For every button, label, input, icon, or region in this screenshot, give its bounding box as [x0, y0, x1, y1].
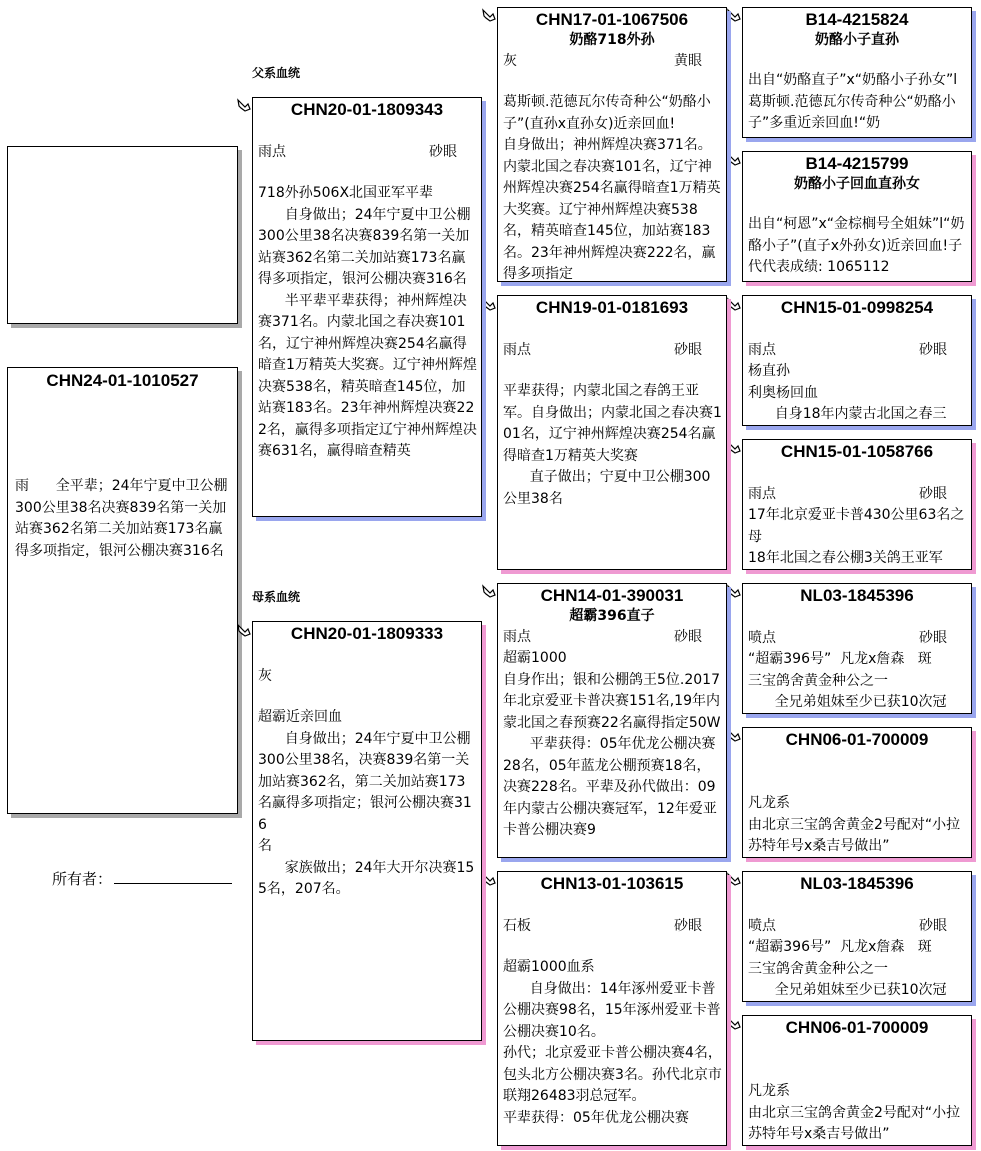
sds-color: 雨点: [748, 342, 776, 358]
ss-name: 奶酪718外孙: [569, 32, 655, 48]
subject-notes: [8, 476, 237, 562]
ssd-name: 奶酪小子回血直孙女: [794, 176, 920, 192]
ds-traits: [498, 626, 726, 648]
sire-eye: 砂眼: [429, 144, 457, 160]
dss-traits: [743, 627, 971, 649]
pointer-icon: [726, 1015, 742, 1031]
ds-card: [497, 583, 727, 858]
dss-eye: 砂眼: [919, 630, 947, 646]
pointer-icon: [726, 871, 742, 887]
sss-card: [742, 7, 972, 138]
sdd-ring-id: CHN15-01-1058766: [780, 442, 934, 461]
sdd-eye: 砂眼: [919, 486, 947, 502]
sd-text: 平辈获得；内蒙北国之春鸽王亚军。自身做出；内蒙北国之春决赛101名，辽宁神州辉煌决赛254名赢得暗查1万精英大奖赛 直子做出；宁夏中卫公棚300公里38名: [503, 383, 722, 507]
dd-text: 超霸1000血系 自身做出：14年涿州爱亚卡普公棚决赛98名，15年涿州爱亚卡普公棚决赛10名。 孙代；北京爱亚卡普公棚决赛4名，包头北方公棚决赛3名。孙代北京市联翔26483羽总冠军。 平辈获得：05年优龙公棚决赛: [503, 959, 722, 1126]
sire-traits: [253, 141, 481, 163]
sire-card: [252, 97, 482, 517]
sdd-text: 17年北京爱亚卡普430公里63名之母 18年北国之春公棚3关鸽王亚军: [748, 507, 965, 566]
subject-ring-id: CHN24-01-1010527: [46, 371, 199, 390]
dam-card: [252, 621, 482, 1041]
dsd-text: 凡龙系 由北京三宝鸽舍黄金2号配对“小拉苏特年号x桑吉号做出”: [748, 795, 961, 854]
ssd-card: [742, 151, 972, 282]
sire-ring-id: CHN20-01-1809343: [290, 100, 444, 119]
pointer-icon: [481, 7, 497, 23]
subject-color: 雨: [15, 478, 29, 494]
dsd-card: [742, 727, 972, 858]
sds-ring-id: CHN15-01-0998254: [780, 298, 934, 317]
sss-name: 奶酪小子直孙: [815, 32, 899, 48]
sire-line-label: 父系血统: [252, 66, 301, 80]
ddd-text: 凡龙系 由北京三宝鸽舍黄金2号配对“小拉苏特年号x桑吉号做出”: [748, 1083, 961, 1142]
sd-traits: [498, 339, 726, 361]
dd-color: 石板: [503, 918, 531, 934]
dam-line-label: 母系血统: [252, 590, 301, 604]
sd-eye: 砂眼: [674, 342, 702, 358]
dam-traits: [253, 665, 481, 687]
dd-ring-id: CHN13-01-103615: [540, 874, 684, 893]
dd-traits: [498, 915, 726, 937]
sds-traits: [743, 339, 971, 361]
dss-card: [742, 583, 972, 714]
ss-card: [497, 7, 727, 282]
dd-card: [497, 871, 727, 1146]
ss-ring-id: CHN17-01-1067506: [535, 10, 689, 29]
ds-name: 超霸396直子: [569, 608, 655, 624]
sss-ring-id: B14-4215824: [805, 10, 909, 29]
pointer-icon: [726, 727, 742, 743]
ds-text: 超霸1000 自身作出；银和公棚鸽王5位.2017年北京爱亚卡普决赛151名,19年内蒙北国之春预赛22名赢得指定50W 平辈获得：05年优龙公棚决赛28名，05年蓝龙公棚预赛18名，决赛228名。平辈及孙代做出：09年内蒙古公棚决赛冠军，12年爱亚卡普公棚决赛9: [503, 650, 721, 838]
pointer-icon: [481, 583, 497, 599]
ssd-text: 出自“柯恩”x“金棕榈号全姐妹”l“奶酪小子”(直子x外孙女)近亲回血!子代代表成绩: 1065112: [748, 216, 965, 275]
dds-card: [742, 871, 972, 1002]
pointer-icon: [726, 7, 742, 23]
ss-eye: 黄眼: [674, 53, 702, 69]
ds-eye: 砂眼: [674, 629, 702, 645]
sdd-color: 雨点: [748, 486, 776, 502]
owner-blank-line: [114, 869, 232, 884]
dss-text: “超霸396号” 凡龙x詹森 斑 三宝鸽舍黄金种公之一 全兄弟姐妹至少已获10次冠: [748, 651, 947, 710]
pointer-icon: [481, 296, 497, 312]
subject-card: [7, 367, 238, 814]
subject-text: 全平辈；24年宁夏中卫公棚300公里38名决赛839名第一关加站赛362名第二关加站赛173名赢得多项指定，银河公棚决赛316名: [15, 478, 228, 559]
owner-field: [52, 868, 232, 889]
sire-text: 718外孙506X北国亚军平辈 自身做出；24年宁夏中卫公棚300公里38名决赛839名第一关加站赛362名第二关加站赛173名赢得多项指定，银河公棚决赛316名 半平辈平辈获得；神州辉煌决赛371名。内蒙北国之春决赛101名，辽宁神州辉煌决赛254名赢得暗查1万精英大奖赛。辽宁神州辉煌决赛538名，精英暗查145位，加站赛183名。23年神州辉煌决赛222名，赢得多项指定辽宁神州辉煌决赛631名，赢得暗查精英: [258, 185, 477, 459]
pointer-icon: [726, 439, 742, 455]
dsd-ring-id: CHN06-01-700009: [785, 730, 929, 749]
sd-color: 雨点: [503, 342, 531, 358]
dss-ring-id: NL03-1845396: [800, 586, 914, 605]
dds-ring-id: NL03-1845396: [800, 874, 914, 893]
sd-ring-id: CHN19-01-0181693: [535, 298, 689, 317]
dam-text: 超霸近亲回血 自身做出；24年宁夏中卫公棚300公里38名，决赛839名第一关加站赛362名，第二关加站赛173名赢得多项指定；银河公棚决赛316 名 家族做出；24年大开尔决赛155名，207名。: [258, 709, 475, 897]
sds-text: 杨直孙 利奥杨回血 自身18年内蒙古北国之春三: [748, 363, 947, 422]
owner-label: 所有者：: [52, 870, 113, 888]
dds-traits: [743, 915, 971, 937]
sdd-traits: [743, 483, 971, 505]
pointer-icon: [726, 151, 742, 167]
pointer-icon: [726, 296, 742, 312]
pointer-icon: [726, 583, 742, 599]
pointer-icon: [481, 871, 497, 887]
dds-text: “超霸396号” 凡龙x詹森 斑 三宝鸽舍黄金种公之一 全兄弟姐妹至少已获10次冠: [748, 939, 947, 998]
dss-color: 喷点: [748, 630, 776, 646]
photo-frame: [7, 146, 238, 324]
pointer-icon: [236, 622, 252, 638]
sdd-card: [742, 439, 972, 570]
sss-text: 出自“奶酪直子”x“奶酪小子孙女”l葛斯顿.范德瓦尔传奇种公“奶酪小子”多重近亲回血!“奶: [748, 72, 958, 131]
dd-eye: 砂眼: [674, 918, 702, 934]
pointer-icon: [236, 97, 252, 113]
ddd-card: [742, 1015, 972, 1146]
sds-card: [742, 295, 972, 426]
dds-color: 喷点: [748, 918, 776, 934]
ssd-ring-id: B14-4215799: [805, 154, 909, 173]
sire-color: 雨点: [258, 144, 286, 160]
dam-ring-id: CHN20-01-1809333: [290, 624, 444, 643]
sds-eye: 砂眼: [919, 342, 947, 358]
dam-color: 灰: [258, 668, 272, 684]
dds-eye: 砂眼: [919, 918, 947, 934]
ds-ring-id: CHN14-01-390031: [540, 586, 684, 605]
sd-card: [497, 295, 727, 570]
ss-text: 葛斯顿.范德瓦尔传奇种公“奶酪小子”(直孙x直孙女)近亲回血! 自身做出；神州辉煌决赛371名。内蒙北国之春决赛101名，辽宁神州辉煌决赛254名赢得暗查1万精英大奖赛。辽宁神州辉煌决赛538名，精英暗查145位，加站赛183名。23年神州辉煌决赛222名，赢得多项指定: [503, 94, 721, 282]
ddd-ring-id: CHN06-01-700009: [785, 1018, 929, 1037]
ss-traits: [498, 50, 726, 72]
ds-color: 雨点: [503, 629, 531, 645]
ss-color: 灰: [503, 53, 517, 69]
